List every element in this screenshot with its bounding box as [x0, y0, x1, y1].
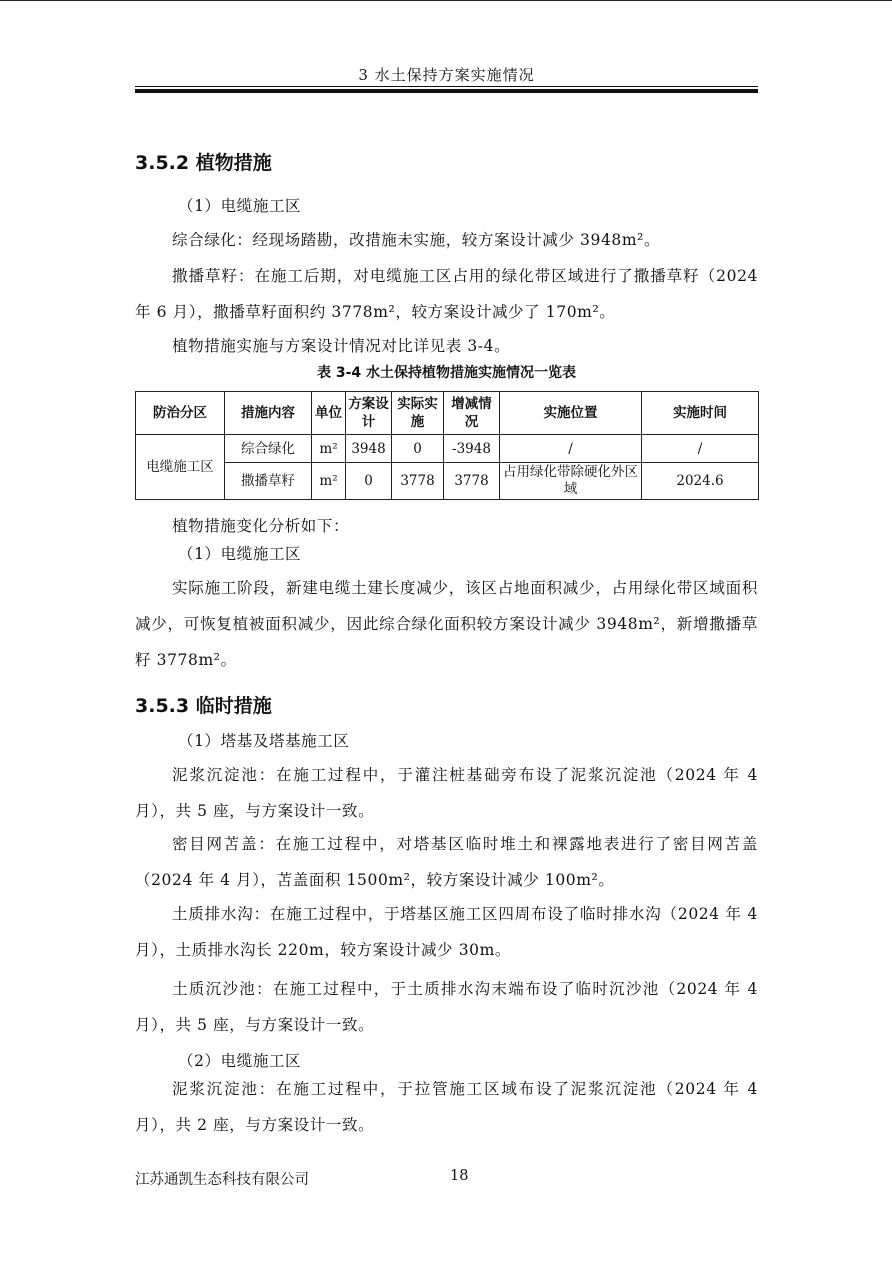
table-cell: 0: [392, 435, 444, 463]
paragraph-table-reference: 植物措施实施与方案设计情况对比详见表 3-4。: [172, 337, 511, 355]
zone-cell: 电缆施工区: [136, 435, 225, 500]
subheading-tower-area: （1）塔基及塔基施工区: [178, 732, 350, 750]
column-header: 实施时间: [642, 392, 759, 435]
table-cell: 3948: [346, 435, 392, 463]
section-heading-3-5-2: 3.5.2 植物措施: [135, 152, 272, 174]
table-caption: 表 3-4 水土保持植物措施实施情况一览表: [316, 365, 577, 381]
plant-measures-table: [135, 391, 759, 500]
column-header: 防治分区: [136, 392, 225, 435]
running-header: 3 水土保持方案实施情况: [358, 66, 535, 84]
column-header: 方案设计: [346, 392, 392, 435]
paragraph-mesh-cover: 密目网苫盖：在施工过程中，对塔基区临时堆土和裸露地表进行了密目网苫盖（2024 年 4 月），苫盖面积 1500m²，较方案设计减少 100m²。: [135, 835, 758, 889]
table-cell: 占用绿化带除硬化外区域: [500, 463, 642, 500]
table-row: [136, 463, 759, 500]
subheading-cable-area: （1）电缆施工区: [178, 197, 302, 215]
analysis-paragraph: 实际施工阶段，新建电缆土建长度减少，该区占地面积减少，占用绿化带区域面积减少，可恢复植被面积减少，因此综合绿化面积较方案设计减少 3948m²，新增撒播草籽 3778m²。: [135, 579, 758, 669]
paragraph-drainage-ditch: 土质排水沟：在施工过程中，于塔基区施工区四周布设了临时排水沟（2024 年 4 月），土质排水沟长 220m，较方案设计减少 30m。: [135, 905, 758, 959]
analysis-intro: 植物措施变化分析如下：: [172, 517, 350, 535]
column-header: 措施内容: [225, 392, 312, 435]
paragraph-mud-pond-cable: 泥浆沉淀池：在施工过程中，于拉管施工区域布设了泥浆沉淀池（2024 年 4 月），共 2 座，与方案设计一致。: [135, 1080, 758, 1134]
table-cell: 3778: [444, 463, 500, 500]
analysis-subheading: （1）电缆施工区: [178, 545, 302, 563]
paragraph-grass-seeding: 撒播草籽：在施工后期，对电缆施工区占用的绿化带区域进行了撒播草籽（2024 年 6 月），撒播草籽面积约 3778m²，较方案设计减少了 170m²。: [135, 267, 758, 321]
page-number: 18: [450, 1168, 469, 1184]
section-heading-3-5-3: 3.5.3 临时措施: [135, 695, 272, 717]
header-rule-thick: [135, 89, 758, 93]
table-cell: /: [642, 435, 759, 463]
table-cell: /: [500, 435, 642, 463]
table-cell: 0: [346, 463, 392, 500]
table-cell: 综合绿化: [225, 435, 312, 463]
table-cell: 撒播草籽: [225, 463, 312, 500]
subheading-cable-area-2: （2）电缆施工区: [178, 1052, 302, 1070]
paragraph-greening: 综合绿化：经现场踏勘，改措施未实施，较方案设计减少 3948m²。: [172, 231, 661, 249]
paragraph-mud-pond-tower: 泥浆沉淀池：在施工过程中，于灌注桩基础旁布设了泥浆沉淀池（2024 年 4 月），共 5 座，与方案设计一致。: [135, 766, 758, 820]
table-cell: 2024.6: [642, 463, 759, 500]
table-cell: m²: [312, 463, 346, 500]
page-frame-top: [0, 0, 892, 1]
table-cell: 3778: [392, 463, 444, 500]
paragraph-sediment-pond: 土质沉沙池：在施工过程中，于土质排水沟末端布设了临时沉沙池（2024 年 4 月），共 5 座，与方案设计一致。: [135, 980, 758, 1034]
table-cell: m²: [312, 435, 346, 463]
table-row: [136, 435, 759, 463]
column-header: 实际实施: [392, 392, 444, 435]
header-rule-thin: [135, 86, 758, 87]
footer-company: 江苏通凯生态科技有限公司: [135, 1172, 309, 1188]
column-header: 单位: [312, 392, 346, 435]
column-header: 增减情况: [444, 392, 500, 435]
table-header-row: [136, 392, 759, 435]
table-cell: -3948: [444, 435, 500, 463]
column-header: 实施位置: [500, 392, 642, 435]
